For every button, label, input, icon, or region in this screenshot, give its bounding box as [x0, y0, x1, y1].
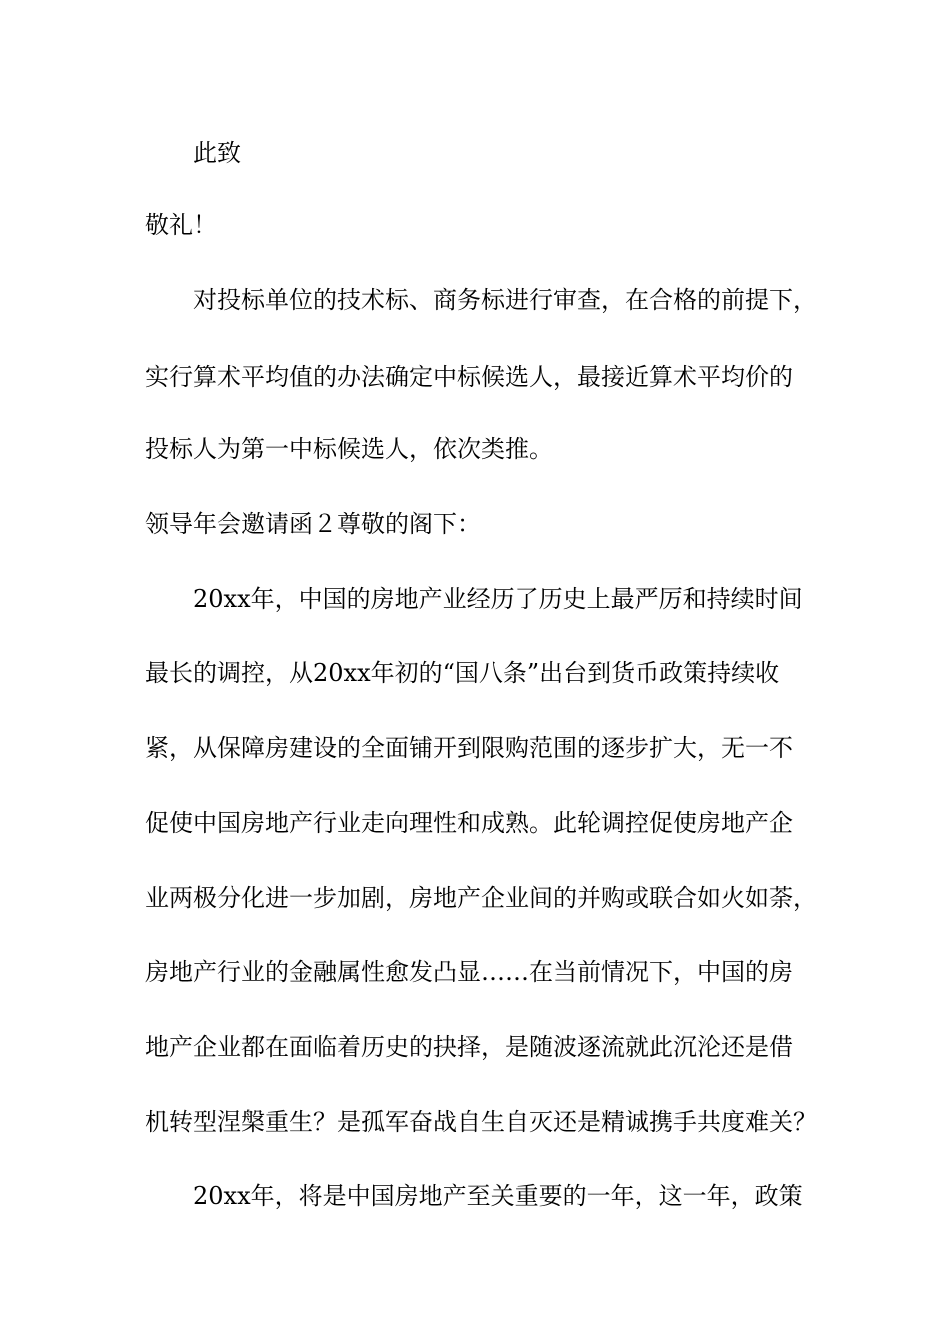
- paragraph-line: 投标人为第一中标候选人，依次类推。: [145, 435, 553, 463]
- paragraph-line: 20xx年，中国的房地产业经历了历史上最严厉和持续时间: [193, 585, 803, 613]
- paragraph-line: 紧，从保障房建设的全面铺开到限购范围的逐步扩大，无一不: [145, 734, 793, 762]
- paragraph-line: 对投标单位的技术标、商务标进行审查，在合格的前提下，: [193, 286, 817, 314]
- paragraph-line: 业两极分化进一步加剧，房地产企业间的并购或联合如火如荼，: [145, 884, 817, 912]
- letter-heading: 领导年会邀请函２尊敬的阁下：: [145, 510, 481, 538]
- closing-salutation: 此致: [193, 139, 241, 167]
- paragraph-line: 促使中国房地产行业走向理性和成熟。此轮调控促使房地产企: [145, 809, 793, 837]
- paragraph-line: 机转型涅槃重生？是孤军奋战自生自灭还是精诚携手共度难关？: [145, 1108, 817, 1136]
- paragraph-line: 最长的调控，从20xx年初的“国八条”出台到货币政策持续收: [145, 659, 780, 687]
- paragraph-line: 20xx年，将是中国房地产至关重要的一年，这一年，政策: [193, 1182, 803, 1210]
- paragraph-line: 房地产行业的金融属性愈发凸显……在当前情况下，中国的房: [145, 958, 793, 986]
- paragraph-line: 地产企业都在面临着历史的抉择，是随波逐流就此沉沦还是借: [145, 1033, 793, 1061]
- paragraph-line: 实行算术平均值的办法确定中标候选人，最接近算术平均价的: [145, 363, 793, 391]
- closing-regards: 敬礼！: [145, 211, 217, 239]
